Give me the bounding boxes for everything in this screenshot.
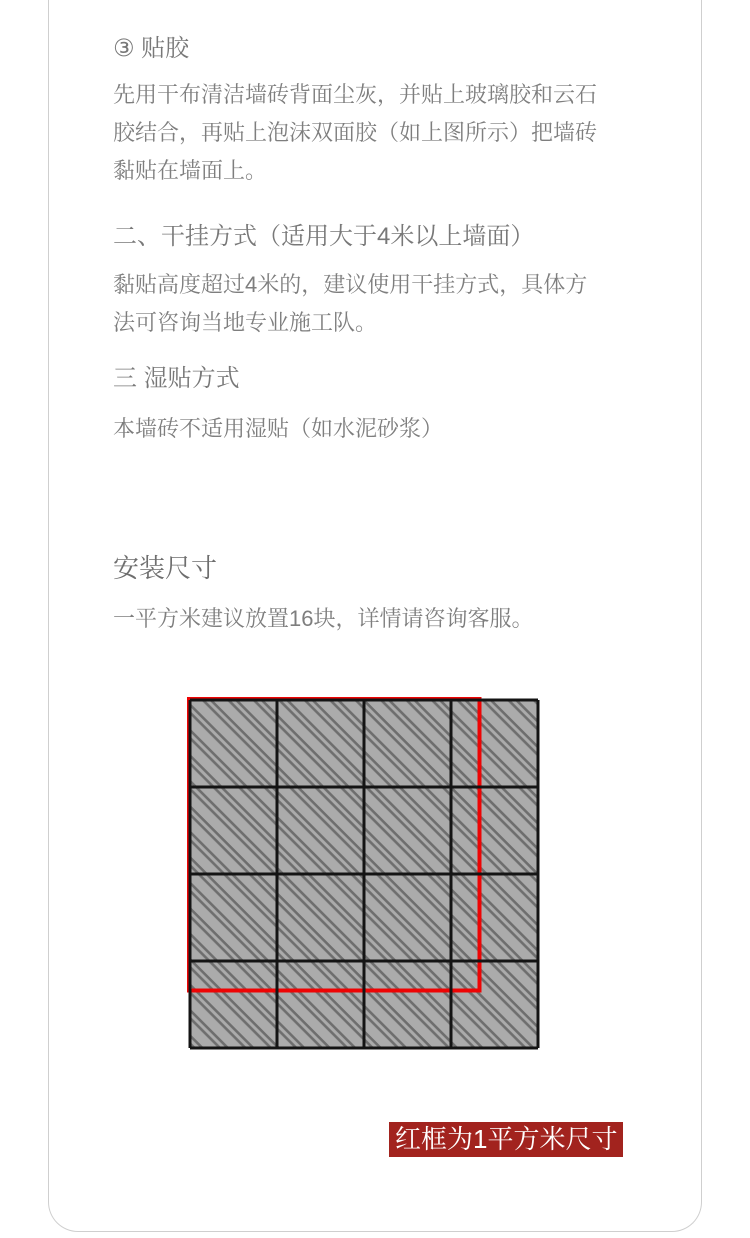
tile	[190, 700, 277, 787]
badge-row	[389, 1122, 701, 1157]
tile	[364, 787, 451, 874]
tile	[277, 787, 364, 874]
tile	[364, 961, 451, 1048]
dry-hang-body: 黏贴高度超过4米的，建议使用干挂方式，具体方法可咨询当地专业施工队。	[113, 272, 588, 335]
tile	[451, 961, 538, 1048]
size-badge: 红框为1平方米尺寸	[389, 1122, 623, 1157]
tile	[190, 961, 277, 1048]
step-3-title: ③ 贴胶	[113, 35, 190, 62]
tile	[364, 874, 451, 961]
tile	[190, 874, 277, 961]
tile-grid-diagram	[190, 700, 538, 1048]
tile	[364, 700, 451, 787]
tile	[451, 874, 538, 961]
tile	[451, 700, 538, 787]
step-3-body: 先用干布清洁墙砖背面尘灰，并贴上玻璃胶和云石胶结合，再贴上泡沫双面胶（如上图所示）把墙砖黏贴在墙面上。	[113, 82, 598, 183]
tile-grid-svg	[190, 700, 538, 1048]
wet-paste-body: 本墙砖不适用湿贴（如水泥砂浆）	[113, 416, 444, 441]
dry-hang-title: 二、干挂方式（适用大于4米以上墙面）	[113, 223, 535, 250]
tile	[277, 700, 364, 787]
page-card	[48, 0, 702, 1232]
install-size-title: 安装尺寸	[113, 553, 218, 583]
tile	[277, 874, 364, 961]
wet-paste-title: 三 湿贴方式	[113, 365, 240, 392]
install-size-body: 一平方米建议放置16块，详情请咨询客服。	[113, 606, 534, 631]
tile	[190, 787, 277, 874]
page-content	[49, 0, 701, 1157]
tile	[451, 787, 538, 874]
tile	[277, 961, 364, 1048]
